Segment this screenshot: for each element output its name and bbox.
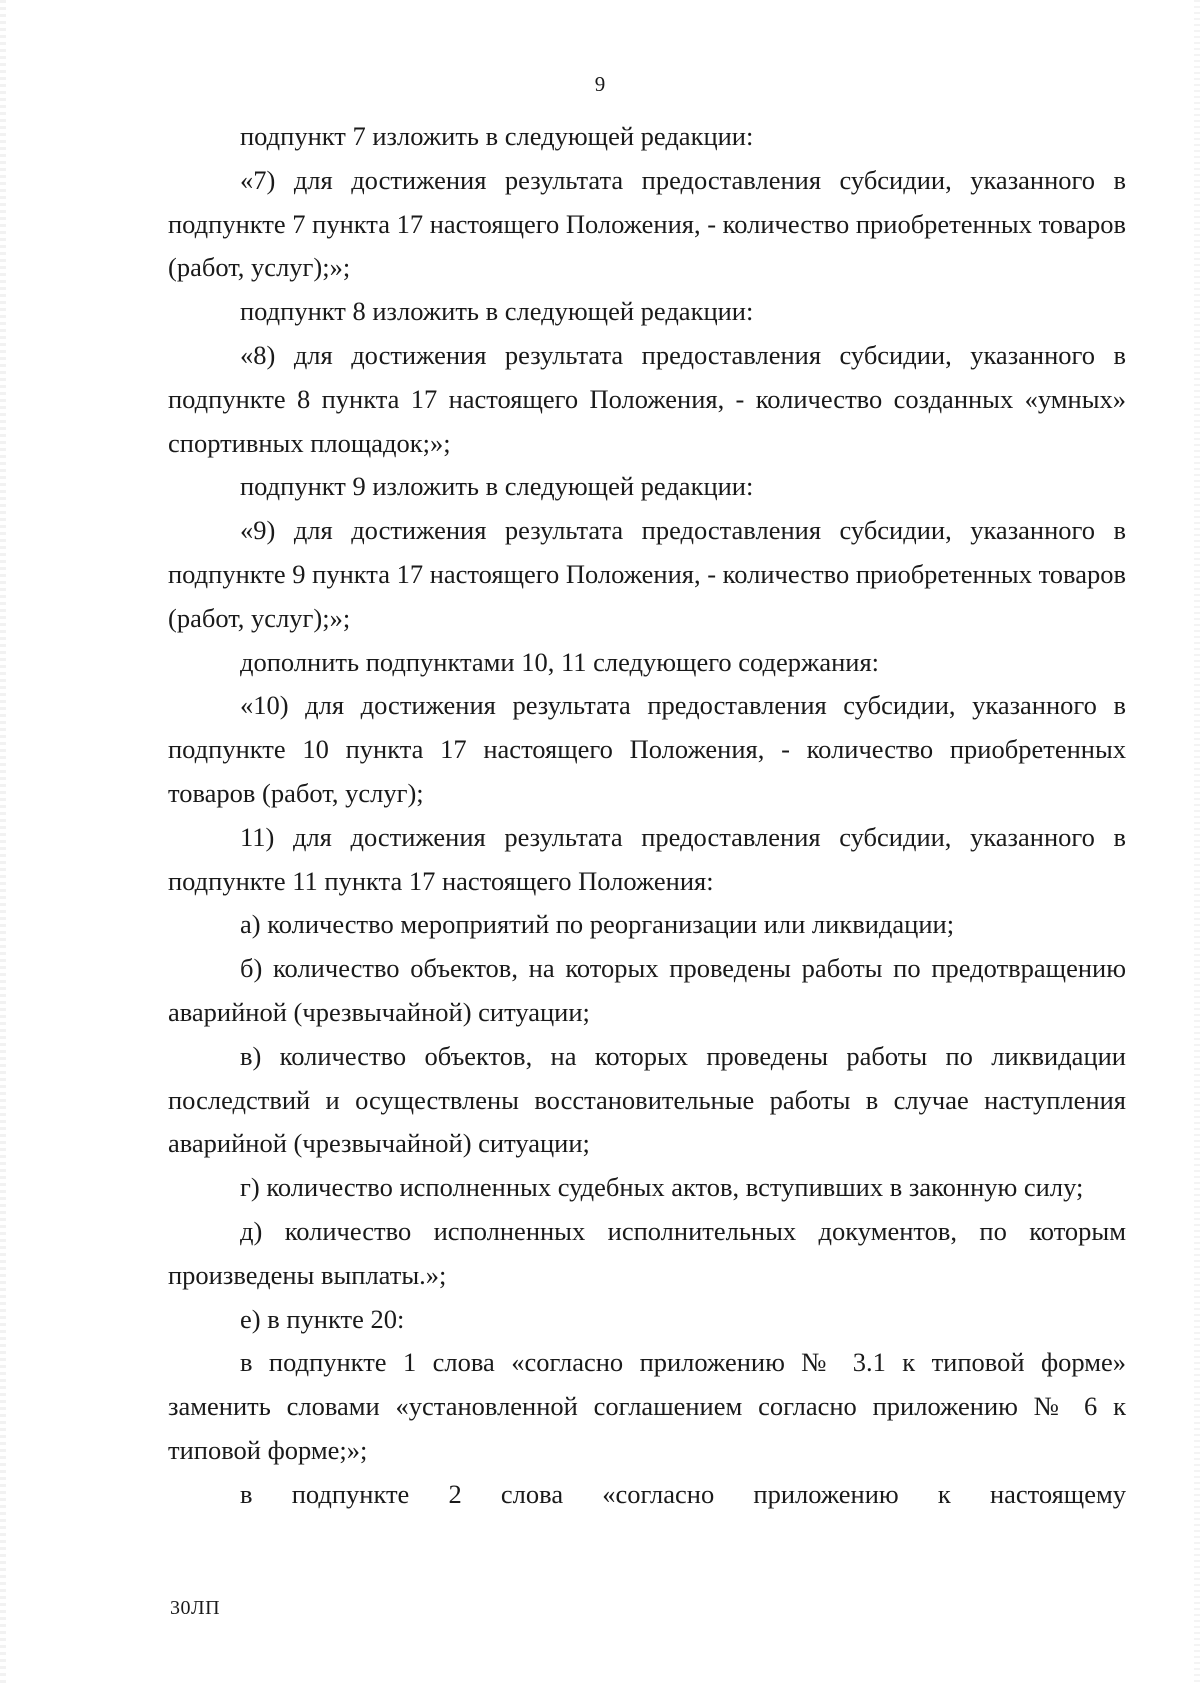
paragraph-4: «8) для достижения результата предоставления субсидии, указанного в подпункте 8 пункта 17 настоящего Положения, - количество созданных «умных» спортивных площадок;»; <box>168 339 1126 458</box>
paragraph-8: «10) для достижения результата предоставления субсидии, указанного в подпункте 10 пункта 17 настоящего Положения, - количество приобретенных товаров (работ, услуг); <box>168 690 1126 808</box>
paragraph-1: подпункт 7 изложить в следующей редакции: <box>240 121 754 151</box>
document-code: 30ЛП <box>170 1597 221 1619</box>
paragraph-7: дополнить подпунктами 10, 11 следующего содержания: <box>240 646 880 677</box>
paragraph-14: д) количество исполненных исполнительных документов, по которым произведены выплаты.»; <box>168 1215 1126 1290</box>
paragraph-12: в) количество объектов, на которых проведены работы по ликвидации последствий и осуществлены восстановительные работы в случае наступления аварийной (чрезвычайной) ситуации; <box>168 1040 1126 1159</box>
page-number: 9 <box>594 72 606 96</box>
paragraph-10: а) количество мероприятий по реорганизации или ликвидации; <box>240 909 955 940</box>
scan-edge-right <box>1194 0 1200 1686</box>
paragraph-2: «7) для достижения результата предоставления субсидии, указанного в подпункте 7 пункта 17 настоящего Положения, - количество приобретенных товаров (работ, услуг);»; <box>168 164 1126 283</box>
paragraph-9: 11) для достижения результата предоставления субсидии, указанного в подпункте 11 пункта 17 настоящего Положения: <box>168 821 1126 896</box>
paragraph-13: г) количество исполненных судебных актов, вступивших в законную силу; <box>240 1172 1084 1203</box>
scan-edge-left <box>0 0 6 1686</box>
paragraph-3: подпункт 8 изложить в следующей редакции: <box>240 296 754 327</box>
paragraph-5: подпункт 9 изложить в следующей редакции: <box>240 471 754 502</box>
document-body <box>168 115 1126 1517</box>
paragraph-15: е) в пункте 20: <box>240 1303 405 1334</box>
paragraph-16: в подпункте 1 слова «согласно приложению № 3.1 к типовой форме» заменить словами «установленной соглашением согласно приложению № 6 к типовой форме;»; <box>168 1347 1126 1465</box>
paragraph-6: «9) для достижения результата предоставления субсидии, указанного в подпункте 9 пункта 17 настоящего Положения, - количество приобретенных товаров (работ, услуг);»; <box>168 515 1126 633</box>
paragraph-11: б) количество объектов, на которых проведены работы по предотвращению аварийной (чрезвычайной) ситуации; <box>168 953 1126 1027</box>
paragraph-17: в подпункте 2 слова «согласно приложению к настоящему <box>240 1478 1126 1509</box>
